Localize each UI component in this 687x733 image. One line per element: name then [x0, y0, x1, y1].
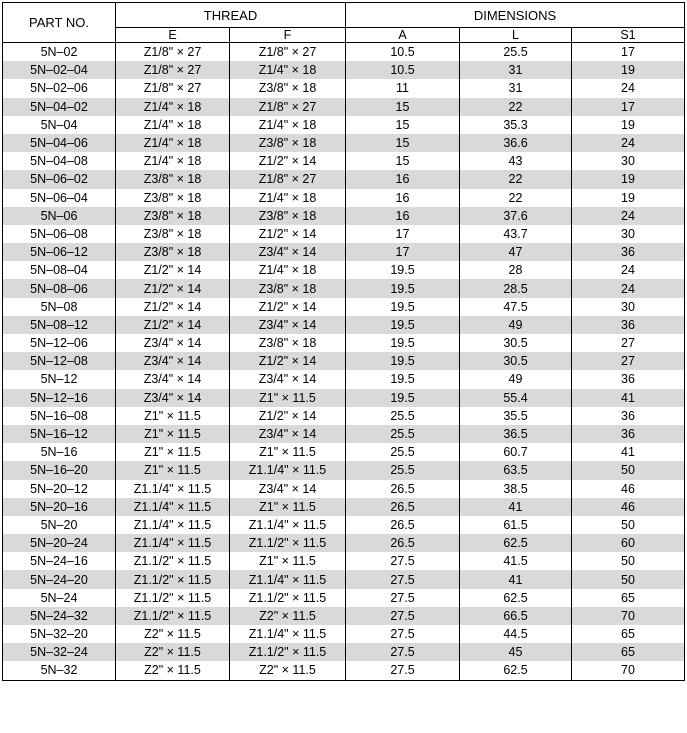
table-row: [3, 225, 685, 243]
thread-e-cell: Z1.1/4" × 11.5: [116, 534, 230, 552]
thread-f-cell: Z1.1/4" × 11.5: [230, 625, 346, 643]
dim-s1-cell: 65: [572, 589, 685, 607]
dim-s1-cell: 19: [572, 189, 685, 207]
part-no-cell: 5N–04–06: [3, 134, 116, 152]
table-row: [3, 534, 685, 552]
dim-s1-cell: 41: [572, 389, 685, 407]
part-no-cell: 5N–06–02: [3, 170, 116, 188]
dim-s1-cell: 36: [572, 425, 685, 443]
dim-s1-cell: 50: [572, 516, 685, 534]
thread-e-cell: Z1/2" × 14: [116, 316, 230, 334]
thread-e-cell: Z2" × 11.5: [116, 661, 230, 680]
dim-l-cell: 28.5: [460, 279, 572, 297]
thread-e-cell: Z3/4" × 14: [116, 370, 230, 388]
table-row: [3, 279, 685, 297]
dim-s1-cell: 36: [572, 370, 685, 388]
dim-l-cell: 62.5: [460, 589, 572, 607]
dim-s1-cell: 27: [572, 334, 685, 352]
thread-f-cell: Z1.1/2" × 11.5: [230, 589, 346, 607]
dim-a-cell: 25.5: [346, 425, 460, 443]
thread-e-cell: Z1/2" × 14: [116, 261, 230, 279]
header-e: E: [116, 28, 230, 43]
thread-f-cell: Z1/2" × 14: [230, 352, 346, 370]
table-row: [3, 43, 685, 62]
dim-s1-cell: 24: [572, 79, 685, 97]
thread-f-cell: Z1/2" × 14: [230, 298, 346, 316]
part-no-cell: 5N–24–20: [3, 570, 116, 588]
thread-f-cell: Z1/4" × 18: [230, 189, 346, 207]
table-row: [3, 61, 685, 79]
dim-l-cell: 36.5: [460, 425, 572, 443]
part-dimensions-table: [2, 2, 685, 681]
part-no-cell: 5N–24–32: [3, 607, 116, 625]
table-body: [3, 43, 685, 681]
thread-e-cell: Z1" × 11.5: [116, 461, 230, 479]
part-no-cell: 5N–04: [3, 116, 116, 134]
part-no-cell: 5N–08–12: [3, 316, 116, 334]
dim-a-cell: 27.5: [346, 643, 460, 661]
thread-f-cell: Z1.1/4" × 11.5: [230, 461, 346, 479]
thread-f-cell: Z1" × 11.5: [230, 443, 346, 461]
table-row: [3, 207, 685, 225]
dim-a-cell: 26.5: [346, 534, 460, 552]
part-no-cell: 5N–20–12: [3, 480, 116, 498]
table-row: [3, 298, 685, 316]
thread-e-cell: Z1.1/2" × 11.5: [116, 570, 230, 588]
table-row: [3, 443, 685, 461]
thread-e-cell: Z1/2" × 14: [116, 279, 230, 297]
part-no-cell: 5N–16: [3, 443, 116, 461]
table-row: [3, 352, 685, 370]
table-row: [3, 461, 685, 479]
dim-l-cell: 22: [460, 170, 572, 188]
dim-l-cell: 43: [460, 152, 572, 170]
header-f: F: [230, 28, 346, 43]
dim-s1-cell: 19: [572, 170, 685, 188]
dim-l-cell: 28: [460, 261, 572, 279]
thread-f-cell: Z3/8" × 18: [230, 134, 346, 152]
thread-e-cell: Z1.1/4" × 11.5: [116, 480, 230, 498]
dim-a-cell: 17: [346, 225, 460, 243]
dim-a-cell: 27.5: [346, 589, 460, 607]
part-no-cell: 5N–06–12: [3, 243, 116, 261]
dim-l-cell: 61.5: [460, 516, 572, 534]
header-s1: S1: [572, 28, 685, 43]
part-no-cell: 5N–20–24: [3, 534, 116, 552]
dim-l-cell: 35.5: [460, 407, 572, 425]
thread-e-cell: Z3/8" × 18: [116, 189, 230, 207]
dim-l-cell: 36.6: [460, 134, 572, 152]
dim-a-cell: 25.5: [346, 461, 460, 479]
dim-a-cell: 27.5: [346, 552, 460, 570]
dim-l-cell: 45: [460, 643, 572, 661]
part-no-cell: 5N–16–12: [3, 425, 116, 443]
thread-f-cell: Z1/8" × 27: [230, 98, 346, 116]
header-l: L: [460, 28, 572, 43]
part-no-cell: 5N–20–16: [3, 498, 116, 516]
thread-f-cell: Z1/8" × 27: [230, 43, 346, 62]
thread-f-cell: Z1" × 11.5: [230, 389, 346, 407]
dim-s1-cell: 36: [572, 243, 685, 261]
dim-l-cell: 31: [460, 79, 572, 97]
part-no-cell: 5N–08–06: [3, 279, 116, 297]
part-no-cell: 5N–32: [3, 661, 116, 680]
header-thread: THREAD: [116, 3, 346, 28]
thread-f-cell: Z1/4" × 18: [230, 261, 346, 279]
thread-f-cell: Z1.1/4" × 11.5: [230, 570, 346, 588]
part-no-cell: 5N–12–16: [3, 389, 116, 407]
header-a: A: [346, 28, 460, 43]
dim-l-cell: 49: [460, 316, 572, 334]
thread-e-cell: Z3/8" × 18: [116, 170, 230, 188]
thread-f-cell: Z2" × 11.5: [230, 607, 346, 625]
part-no-cell: 5N–32–20: [3, 625, 116, 643]
part-no-cell: 5N–06: [3, 207, 116, 225]
thread-e-cell: Z1/8" × 27: [116, 61, 230, 79]
part-no-cell: 5N–06–08: [3, 225, 116, 243]
dim-s1-cell: 46: [572, 480, 685, 498]
table-row: [3, 170, 685, 188]
thread-e-cell: Z3/8" × 18: [116, 225, 230, 243]
table-row: [3, 625, 685, 643]
part-no-cell: 5N–02: [3, 43, 116, 62]
thread-e-cell: Z1/2" × 14: [116, 298, 230, 316]
thread-e-cell: Z1/4" × 18: [116, 98, 230, 116]
dim-l-cell: 37.6: [460, 207, 572, 225]
dim-a-cell: 26.5: [346, 498, 460, 516]
table-row: [3, 607, 685, 625]
thread-f-cell: Z1.1/2" × 11.5: [230, 534, 346, 552]
thread-f-cell: Z1/4" × 18: [230, 116, 346, 134]
part-no-cell: 5N–08: [3, 298, 116, 316]
dim-l-cell: 47.5: [460, 298, 572, 316]
dim-s1-cell: 24: [572, 134, 685, 152]
table-row: [3, 570, 685, 588]
thread-f-cell: Z3/4" × 14: [230, 316, 346, 334]
table-row: [3, 370, 685, 388]
table-row: [3, 425, 685, 443]
thread-f-cell: Z3/8" × 18: [230, 207, 346, 225]
table-row: [3, 243, 685, 261]
dim-a-cell: 15: [346, 116, 460, 134]
dim-a-cell: 19.5: [346, 352, 460, 370]
thread-e-cell: Z1.1/4" × 11.5: [116, 516, 230, 534]
thread-e-cell: Z3/4" × 14: [116, 389, 230, 407]
dim-l-cell: 44.5: [460, 625, 572, 643]
dim-s1-cell: 46: [572, 498, 685, 516]
table-row: [3, 407, 685, 425]
dim-a-cell: 10.5: [346, 43, 460, 62]
thread-e-cell: Z1.1/4" × 11.5: [116, 498, 230, 516]
dim-s1-cell: 24: [572, 261, 685, 279]
dim-s1-cell: 50: [572, 461, 685, 479]
thread-f-cell: Z1/2" × 14: [230, 407, 346, 425]
dim-l-cell: 63.5: [460, 461, 572, 479]
thread-f-cell: Z1/2" × 14: [230, 225, 346, 243]
dim-s1-cell: 30: [572, 152, 685, 170]
thread-f-cell: Z3/8" × 18: [230, 79, 346, 97]
table-row: [3, 98, 685, 116]
thread-f-cell: Z1" × 11.5: [230, 498, 346, 516]
table-row: [3, 116, 685, 134]
dim-s1-cell: 17: [572, 43, 685, 62]
table-row: [3, 661, 685, 680]
dim-l-cell: 41.5: [460, 552, 572, 570]
table-row: [3, 389, 685, 407]
thread-e-cell: Z1" × 11.5: [116, 443, 230, 461]
dim-s1-cell: 19: [572, 61, 685, 79]
dim-l-cell: 30.5: [460, 334, 572, 352]
dim-a-cell: 27.5: [346, 607, 460, 625]
part-no-cell: 5N–04–02: [3, 98, 116, 116]
table-row: [3, 189, 685, 207]
part-no-cell: 5N–32–24: [3, 643, 116, 661]
part-no-cell: 5N–08–04: [3, 261, 116, 279]
dim-s1-cell: 19: [572, 116, 685, 134]
dim-l-cell: 47: [460, 243, 572, 261]
thread-e-cell: Z1/4" × 18: [116, 152, 230, 170]
table-row: [3, 589, 685, 607]
dim-s1-cell: 36: [572, 316, 685, 334]
thread-f-cell: Z1/8" × 27: [230, 170, 346, 188]
thread-f-cell: Z3/4" × 14: [230, 425, 346, 443]
dim-a-cell: 19.5: [346, 370, 460, 388]
dim-l-cell: 55.4: [460, 389, 572, 407]
dim-s1-cell: 65: [572, 625, 685, 643]
dim-s1-cell: 30: [572, 225, 685, 243]
thread-e-cell: Z2" × 11.5: [116, 643, 230, 661]
part-no-cell: 5N–12–08: [3, 352, 116, 370]
dim-s1-cell: 36: [572, 407, 685, 425]
thread-e-cell: Z1/4" × 18: [116, 134, 230, 152]
part-no-cell: 5N–06–04: [3, 189, 116, 207]
part-no-cell: 5N–12: [3, 370, 116, 388]
thread-e-cell: Z1/8" × 27: [116, 79, 230, 97]
dim-a-cell: 19.5: [346, 389, 460, 407]
table-row: [3, 516, 685, 534]
thread-e-cell: Z1" × 11.5: [116, 425, 230, 443]
dim-a-cell: 16: [346, 170, 460, 188]
part-no-cell: 5N–02–06: [3, 79, 116, 97]
dim-s1-cell: 50: [572, 570, 685, 588]
part-no-cell: 5N–24–16: [3, 552, 116, 570]
thread-e-cell: Z3/8" × 18: [116, 207, 230, 225]
table-row: [3, 152, 685, 170]
part-no-cell: 5N–02–04: [3, 61, 116, 79]
dim-s1-cell: 24: [572, 279, 685, 297]
dim-a-cell: 15: [346, 134, 460, 152]
dim-l-cell: 25.5: [460, 43, 572, 62]
table-row: [3, 334, 685, 352]
dim-a-cell: 19.5: [346, 261, 460, 279]
dim-a-cell: 27.5: [346, 570, 460, 588]
thread-e-cell: Z3/8" × 18: [116, 243, 230, 261]
dim-a-cell: 15: [346, 98, 460, 116]
thread-e-cell: Z1/4" × 18: [116, 116, 230, 134]
dim-l-cell: 30.5: [460, 352, 572, 370]
dim-a-cell: 19.5: [346, 279, 460, 297]
thread-e-cell: Z1.1/2" × 11.5: [116, 607, 230, 625]
dim-a-cell: 17: [346, 243, 460, 261]
table-row: [3, 552, 685, 570]
dim-a-cell: 19.5: [346, 316, 460, 334]
thread-e-cell: Z1.1/2" × 11.5: [116, 552, 230, 570]
thread-f-cell: Z1.1/2" × 11.5: [230, 643, 346, 661]
dim-s1-cell: 50: [572, 552, 685, 570]
table-row: [3, 134, 685, 152]
part-no-cell: 5N–12–06: [3, 334, 116, 352]
dim-a-cell: 27.5: [346, 625, 460, 643]
thread-f-cell: Z2" × 11.5: [230, 661, 346, 680]
thread-f-cell: Z3/4" × 14: [230, 480, 346, 498]
table-row: [3, 498, 685, 516]
thread-e-cell: Z3/4" × 14: [116, 352, 230, 370]
dim-s1-cell: 24: [572, 207, 685, 225]
part-no-cell: 5N–16–08: [3, 407, 116, 425]
dim-a-cell: 27.5: [346, 661, 460, 680]
thread-f-cell: Z3/4" × 14: [230, 370, 346, 388]
thread-f-cell: Z1/2" × 14: [230, 152, 346, 170]
thread-e-cell: Z3/4" × 14: [116, 334, 230, 352]
dim-a-cell: 19.5: [346, 298, 460, 316]
header-row-main: [3, 3, 685, 28]
dim-s1-cell: 60: [572, 534, 685, 552]
table-row: [3, 261, 685, 279]
thread-f-cell: Z3/4" × 14: [230, 243, 346, 261]
thread-e-cell: Z1.1/2" × 11.5: [116, 589, 230, 607]
table-row: [3, 316, 685, 334]
dim-a-cell: 16: [346, 207, 460, 225]
thread-e-cell: Z1/8" × 27: [116, 43, 230, 62]
part-no-cell: 5N–24: [3, 589, 116, 607]
dim-l-cell: 62.5: [460, 534, 572, 552]
table-row: [3, 643, 685, 661]
dim-s1-cell: 70: [572, 661, 685, 680]
part-no-cell: 5N–16–20: [3, 461, 116, 479]
thread-e-cell: Z1" × 11.5: [116, 407, 230, 425]
dim-a-cell: 25.5: [346, 443, 460, 461]
dim-s1-cell: 65: [572, 643, 685, 661]
dim-l-cell: 22: [460, 189, 572, 207]
dim-a-cell: 19.5: [346, 334, 460, 352]
dim-l-cell: 22: [460, 98, 572, 116]
dim-s1-cell: 41: [572, 443, 685, 461]
dim-a-cell: 26.5: [346, 516, 460, 534]
dim-l-cell: 62.5: [460, 661, 572, 680]
thread-f-cell: Z3/8" × 18: [230, 279, 346, 297]
dim-l-cell: 49: [460, 370, 572, 388]
dim-l-cell: 41: [460, 498, 572, 516]
header-dimensions: DIMENSIONS: [346, 3, 685, 28]
dim-a-cell: 26.5: [346, 480, 460, 498]
spec-table-container: [2, 2, 685, 681]
dim-s1-cell: 70: [572, 607, 685, 625]
table-row: [3, 480, 685, 498]
thread-f-cell: Z1/4" × 18: [230, 61, 346, 79]
dim-l-cell: 60.7: [460, 443, 572, 461]
dim-s1-cell: 17: [572, 98, 685, 116]
dim-s1-cell: 30: [572, 298, 685, 316]
dim-a-cell: 25.5: [346, 407, 460, 425]
header-part-no: PART NO.: [3, 3, 116, 43]
thread-f-cell: Z3/8" × 18: [230, 334, 346, 352]
dim-l-cell: 38.5: [460, 480, 572, 498]
dim-l-cell: 31: [460, 61, 572, 79]
dim-s1-cell: 27: [572, 352, 685, 370]
dim-l-cell: 35.3: [460, 116, 572, 134]
thread-e-cell: Z2" × 11.5: [116, 625, 230, 643]
dim-a-cell: 10.5: [346, 61, 460, 79]
part-no-cell: 5N–20: [3, 516, 116, 534]
dim-a-cell: 16: [346, 189, 460, 207]
dim-l-cell: 66.5: [460, 607, 572, 625]
thread-f-cell: Z1.1/4" × 11.5: [230, 516, 346, 534]
dim-l-cell: 41: [460, 570, 572, 588]
dim-a-cell: 15: [346, 152, 460, 170]
table-row: [3, 79, 685, 97]
dim-a-cell: 11: [346, 79, 460, 97]
part-no-cell: 5N–04–08: [3, 152, 116, 170]
dim-l-cell: 43.7: [460, 225, 572, 243]
thread-f-cell: Z1" × 11.5: [230, 552, 346, 570]
